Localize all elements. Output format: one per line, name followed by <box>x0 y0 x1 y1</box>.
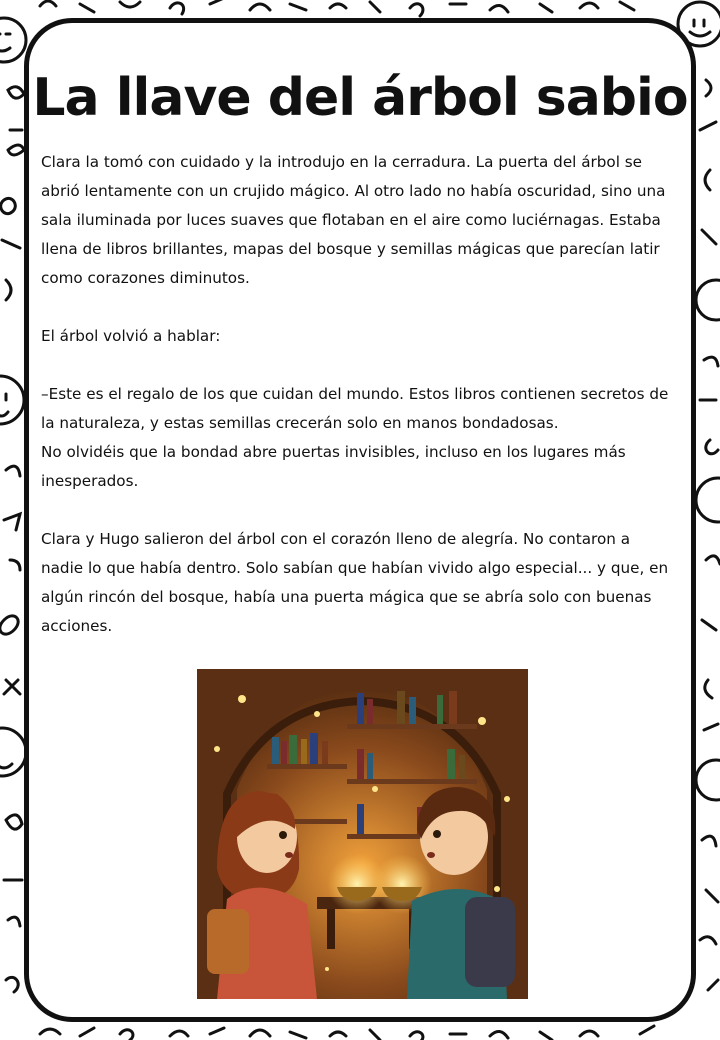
page-title: La llave del árbol sabio <box>32 68 688 128</box>
paragraph-1: Clara la tomó con cuidado y la introdujo en la cerradura. La puerta del árbol se abrió lentamente con un crujido mágico. Al otro lado no había oscuridad, sino una sala iluminada por luces suaves que flotaban en el aire como luciérnagas. Estaba llena de libros brillantes, mapas del bosque y semillas mágicas que parecían latir como corazones diminutos. <box>41 153 666 287</box>
paragraph-4: No olvidéis que la bondad abre puertas invisibles, incluso en los lugares más inesperados. <box>41 443 626 490</box>
paragraph-5: Clara y Hugo salieron del árbol con el corazón lleno de alegría. No contaron a nadie lo que había dentro. Solo sabían que habían vivido algo especial... y que, en algún rincón del bosque, había una puerta mágica que se abría solo con buenas acciones. <box>41 530 669 635</box>
story-illustration <box>197 669 528 999</box>
paragraph-2: El árbol volvió a hablar: <box>41 327 221 345</box>
story-text <box>41 148 673 641</box>
smiley-face-icon <box>696 478 720 522</box>
smiley-face-icon <box>0 18 26 62</box>
paragraph-3: –Este es el regalo de los que cuidan del mundo. Estos libros contienen secretos de la naturaleza, y estas semillas crecerán solo en manos bondadosas. <box>41 385 669 432</box>
